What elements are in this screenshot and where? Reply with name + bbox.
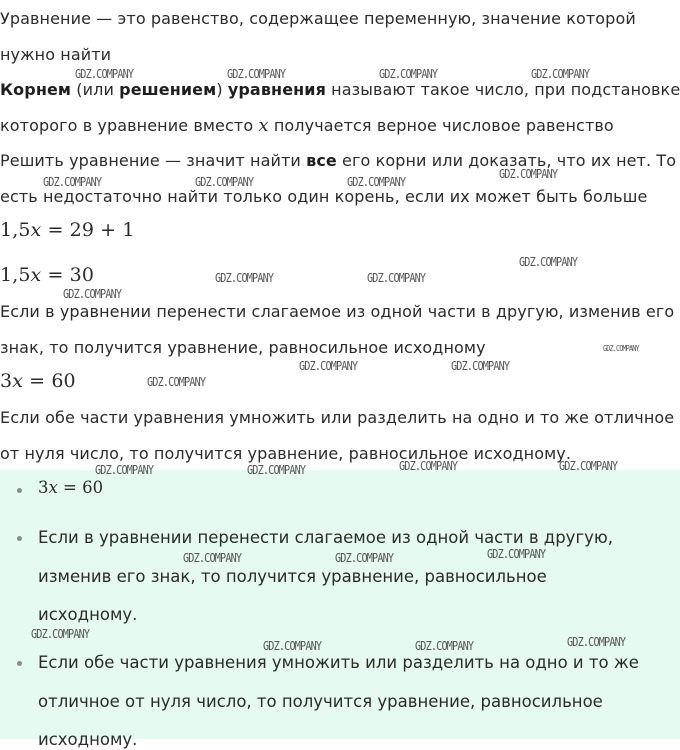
equation-3: 3x = 60 (0, 370, 76, 392)
list-bullet (17, 488, 22, 493)
watermark: GDZ.COMPANY (31, 627, 90, 641)
watermark: GDZ.COMPANY (43, 175, 102, 189)
watermark: GDZ.COMPANY (399, 459, 458, 473)
watermark: GDZ.COMPANY (347, 175, 406, 189)
watermark: GDZ.COMPANY (499, 167, 558, 181)
rule-transfer-line-2: знак, то получится уравнение, равносильное исходному (0, 338, 486, 357)
watermark: GDZ.COMPANY (335, 551, 394, 565)
list-bullet (17, 536, 22, 541)
watermark: GDZ.COMPANY (379, 67, 438, 81)
term-equation: уравнения (227, 80, 326, 99)
rule-multiply-line-1: Если обе части уравнения умножить или разделить на одно и то же отличное (0, 408, 675, 427)
watermark: GDZ.COMPANY (451, 359, 510, 373)
term-all: все (306, 151, 337, 170)
list-bullet (17, 661, 22, 666)
watermark: GDZ.COMPANY (567, 635, 626, 649)
definition-solve-line-1: Решить уравнение — значит найти все его корни или доказать, что их нет. То (0, 151, 677, 170)
definition-root-line-2: которого в уравнение вместо x получается верное числовое равенство (0, 115, 614, 136)
watermark: GDZ.COMPANY (227, 67, 286, 81)
variable-x: x (258, 115, 269, 136)
list-item-transfer-line-1: Если в уравнении перенести слагаемое из одной части в другую, (38, 528, 614, 547)
watermark: GDZ.COMPANY (183, 551, 242, 565)
watermark: GDZ.COMPANY (603, 344, 639, 353)
definition-equation-line-1: Уравнение — это равенство, содержащее переменную, значение которой (0, 9, 636, 28)
term-solution: решением (119, 80, 217, 99)
definition-solve-line-2: есть недостаточно найти только один корень, если их может быть больше (0, 187, 648, 206)
list-item-multiply-line-2: отличное от нуля число, то получится уравнение, равносильное (38, 692, 603, 711)
watermark: GDZ.COMPANY (215, 271, 274, 285)
list-item-equation: 3x = 60 (38, 478, 104, 497)
equation-2: 1,5x = 30 (0, 264, 95, 286)
watermark: GDZ.COMPANY (367, 271, 426, 285)
watermark: GDZ.COMPANY (487, 547, 546, 561)
rule-multiply-line-2: от нуля число, то получится уравнение, равносильное исходному. (0, 444, 572, 463)
term-root: Корнем (0, 80, 72, 99)
watermark: GDZ.COMPANY (263, 639, 322, 653)
list-item-multiply-line-3: исходному. (38, 730, 138, 749)
definition-root-line-1: Корнем (или решением) уравнения называют такое число, при подстановке (0, 80, 680, 99)
list-item-multiply-line-1: Если обе части уравнения умножить или разделить на одно и то же (38, 653, 639, 672)
watermark: GDZ.COMPANY (63, 287, 122, 301)
watermark: GDZ.COMPANY (559, 459, 618, 473)
watermark: GDZ.COMPANY (299, 359, 358, 373)
definition-equation-line-2: нужно найти (0, 45, 112, 64)
list-item-transfer-line-2: изменив его знак, то получится уравнение, равносильное (38, 567, 547, 586)
watermark: GDZ.COMPANY (247, 463, 306, 477)
watermark: GDZ.COMPANY (531, 67, 590, 81)
watermark: GDZ.COMPANY (75, 67, 134, 81)
watermark: GDZ.COMPANY (95, 463, 154, 477)
equation-1: 1,5x = 29 + 1 (0, 219, 135, 241)
list-item-transfer-line-3: исходному. (38, 605, 138, 624)
watermark: GDZ.COMPANY (519, 255, 578, 269)
watermark: GDZ.COMPANY (147, 375, 206, 389)
watermark: GDZ.COMPANY (415, 639, 474, 653)
rule-transfer-line-1: Если в уравнении перенести слагаемое из одной части в другую, изменив его (0, 302, 675, 321)
watermark: GDZ.COMPANY (195, 175, 254, 189)
